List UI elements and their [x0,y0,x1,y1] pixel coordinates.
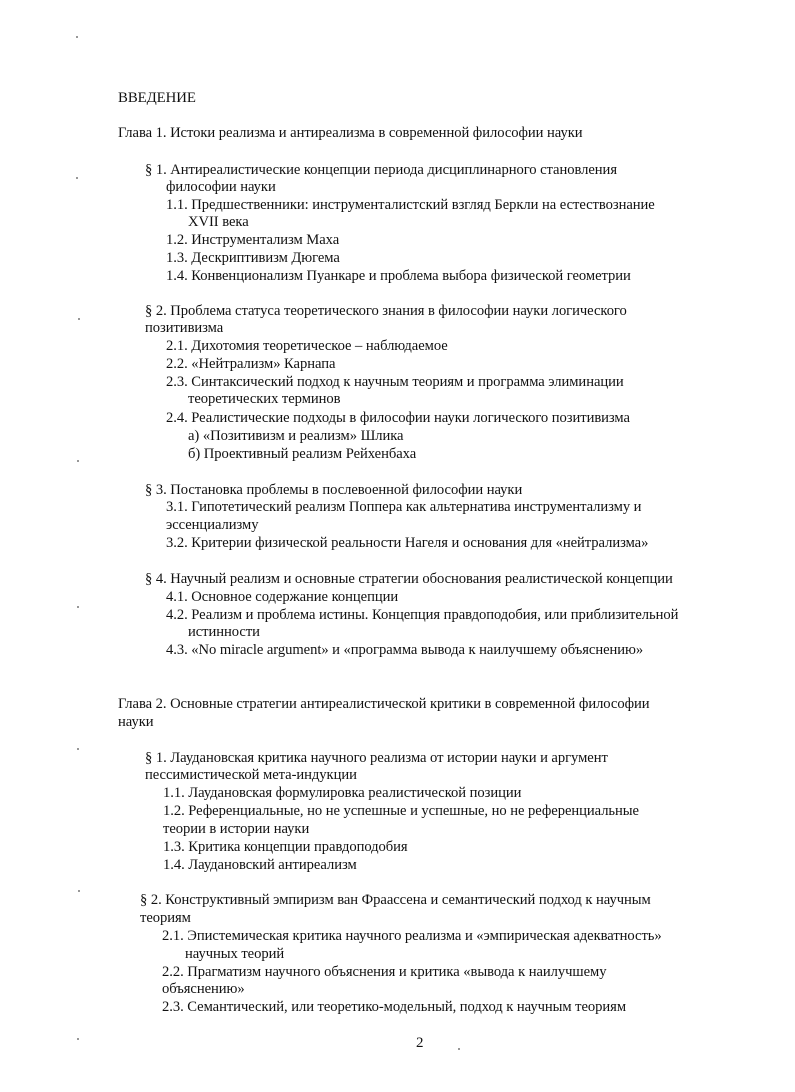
toc-item: 2.1. Дихотомия теоретическое – наблюдаемое [166,338,448,354]
toc-item: 2.3. Синтаксический подход к научным теориям и программа элиминации [166,374,624,390]
ch1-section-1-title: § 1. Антиреалистические концепции периода дисциплинарного становления [145,162,617,178]
toc-item: 1.3. Дескриптивизм Дюгема [166,250,340,266]
chapter-2-title: Глава 2. Основные стратегии антиреалистической критики в современной философии [118,696,650,712]
toc-item: 4.2. Реализм и проблема истины. Концепция правдоподобия, или приблизительной [166,607,679,623]
chapter-1-title: Глава 1. Истоки реализма и антиреализма в современной философии науки [118,125,583,141]
toc-item: 2.2. Прагматизм научного объяснения и критика «вывода к наилучшему [162,964,607,980]
ch2-section-2-title: § 2. Конструктивный эмпиризм ван Фраассена и семантический подход к научным [140,892,651,908]
ch1-section-2-title: § 2. Проблема статуса теоретического знания в философии науки логического [145,303,627,319]
toc-item-cont: теории в истории науки [163,821,310,837]
ch2-section-1-title: § 1. Лаудановская критика научного реализма от истории науки и аргумент [145,750,608,766]
toc-item: 1.2. Референциальные, но не успешные и успешные, но не референциальные [163,803,639,819]
scan-speck [77,748,79,750]
page-number: 2 [416,1035,424,1051]
page-title: ВВЕДЕНИЕ [118,90,196,106]
toc-subitem: б) Проективный реализм Рейхенбаха [188,446,417,462]
toc-item: 2.1. Эпистемическая критика научного реализма и «эмпирическая адекватность» [162,928,662,944]
toc-item: 3.1. Гипотетический реализм Поппера как альтернатива инструментализму и [166,499,642,515]
ch1-section-3-title: § 3. Постановка проблемы в послевоенной философии науки [145,482,523,498]
toc-item-cont: эссенциализму [166,517,259,533]
toc-item: 1.1. Лаудановская формулировка реалистической позиции [163,785,522,801]
ch1-section-2-title-cont: позитивизма [145,320,224,336]
toc-item: 1.1. Предшественники: инструменталистский взгляд Беркли на естествознание [166,197,655,213]
toc-item: 1.4. Лаудановский антиреализм [163,857,357,873]
scan-speck [458,1048,460,1050]
toc-item: 2.3. Семантический, или теоретико-модельный, подход к научным теориям [162,999,627,1015]
ch2-section-2-title-cont: теориям [140,910,191,926]
chapter-2-title-cont: науки [118,714,154,730]
toc-item: 1.2. Инструментализм Маха [166,232,340,248]
toc-item-cont: научных теорий [185,946,285,962]
toc-item: 3.2. Критерии физической реальности Нагеля и основания для «нейтрализма» [166,535,649,551]
toc-subitem: а) «Позитивизм и реализм» Шлика [188,428,404,444]
ch2-section-1-title-cont: пессимистической мета-индукции [145,767,357,783]
toc-item: 2.2. «Нейтрализм» Карнапа [166,356,336,372]
toc-item: 4.3. «No miracle argument» и «программа вывода к наилучшему объяснению» [166,642,644,658]
toc-item: 1.3. Критика концепции правдоподобия [163,839,408,855]
scan-speck [77,460,79,462]
toc-item-cont: теоретических терминов [188,391,341,407]
scan-speck [78,890,80,892]
toc-item-cont: XVII века [188,214,249,230]
scan-speck [76,177,78,179]
ch1-section-1-title-cont: философии науки [166,179,276,195]
toc-item: 2.4. Реалистические подходы в философии науки логического позитивизма [166,410,630,426]
scan-speck [78,318,80,320]
scan-speck [77,606,79,608]
toc-item-cont: объяснению» [162,981,245,997]
toc-item: 1.4. Конвенционализм Пуанкаре и проблема выбора физической геометрии [166,268,631,284]
ch1-section-4-title: § 4. Научный реализм и основные стратегии обоснования реалистической концепции [145,571,673,587]
scan-speck [76,36,78,38]
toc-item: 4.1. Основное содержание концепции [166,589,399,605]
toc-item-cont: истинности [188,624,260,640]
scan-speck [77,1038,79,1040]
